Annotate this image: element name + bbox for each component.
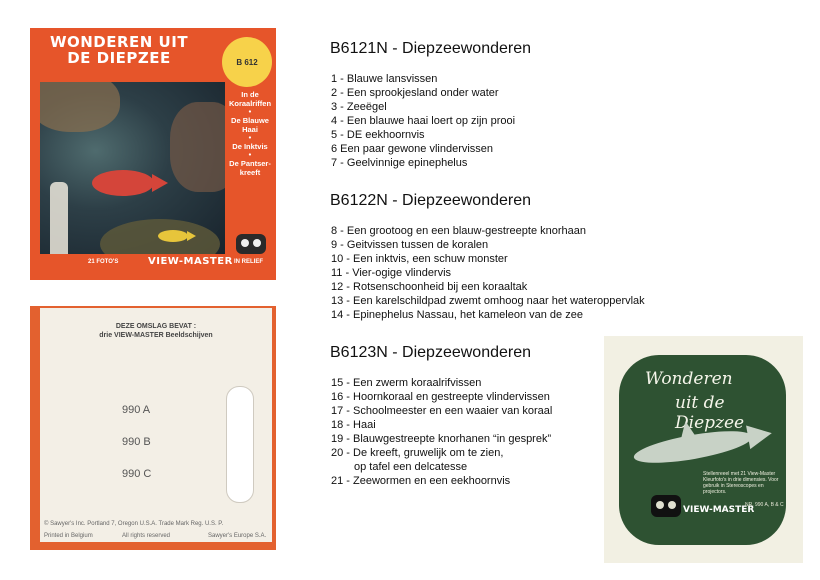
back-cover-panel bbox=[40, 308, 272, 542]
badge: B 612 bbox=[222, 37, 272, 87]
cover-side-list bbox=[226, 90, 274, 177]
back-subheader: drie VIEW-MASTER Beeldschijven bbox=[99, 332, 213, 339]
cover-title-line1: WONDEREN UIT bbox=[49, 33, 189, 51]
scene-item: 12 - Rotsenschoonheid bij een koraaltak bbox=[331, 281, 528, 293]
scene-item: 15 - Een zwerm koraalrifvissen bbox=[331, 377, 482, 389]
scene-item: 7 - Geelvinnige epinephelus bbox=[331, 157, 468, 169]
worn-edge bbox=[50, 182, 68, 254]
envelope-description: Stellenreeel met 21 View-Master Kleurfoto's in drie dimensies. Voor gebruik in Stereoscopes en projectors. bbox=[703, 471, 779, 495]
scene-item: 1 - Blauwe lansvissen bbox=[331, 73, 438, 85]
envelope-artwork bbox=[619, 355, 786, 545]
side-item: De Inktvis bbox=[232, 142, 268, 151]
bullet: • bbox=[248, 133, 252, 142]
scene-item: 20 - De kreeft, gruwelijk om te zien, bbox=[331, 447, 504, 459]
publisher-label: Sawyer's Europe S.A. bbox=[208, 533, 267, 539]
scene-item-continuation: op tafel een delcatesse bbox=[354, 461, 468, 473]
bullet: • bbox=[248, 107, 252, 116]
reel-envelope bbox=[604, 336, 803, 563]
front-cover bbox=[30, 28, 276, 280]
scene-item: 14 - Epinephelus Nassau, het kameleon van de zee bbox=[331, 309, 583, 321]
relief-label: IN RELIEF bbox=[234, 259, 264, 265]
reel-window bbox=[226, 386, 254, 503]
viewmaster-logo: VIEW-MASTER bbox=[148, 256, 233, 267]
reel-code: 990 C bbox=[122, 468, 152, 480]
scene-item: 10 - Een inktvis, een schuw monster bbox=[331, 253, 508, 265]
photo-count: 21 FOTO'S bbox=[88, 259, 119, 265]
reel-title: B6123N - Diepzeewonderen bbox=[330, 344, 532, 361]
printed-label: Printed in Belgium bbox=[44, 533, 93, 539]
side-item: De Pantser-kreeft bbox=[229, 159, 271, 177]
reel-scene-list bbox=[331, 376, 552, 488]
scene-item: 4 - Een blauwe haai loert op zijn prooi bbox=[331, 115, 516, 127]
back-header: DEZE OMSLAG BEVAT : bbox=[115, 323, 197, 330]
yellow-fish-illustration bbox=[158, 230, 188, 242]
viewmaster-logo: VIEW-MASTER bbox=[683, 505, 755, 515]
back-cover bbox=[30, 306, 276, 550]
reel-scene-list bbox=[331, 224, 645, 322]
rights-label: All rights reserved bbox=[122, 533, 171, 539]
cover-title-line2: DE DIEPZEE bbox=[67, 49, 171, 67]
scene-item: 19 - Blauwgestreepte knorhanen “in gesprek” bbox=[331, 433, 552, 445]
scene-item: 2 - Een sprookjesland onder water bbox=[331, 87, 499, 99]
legal-text: © Sawyer's Inc. Portland 7, Oregon U.S.A. Trade Mark Reg. U.S. P. bbox=[44, 521, 224, 527]
bullet: • bbox=[248, 150, 252, 159]
side-item: In de Koraalriffen bbox=[228, 90, 272, 108]
scene-item: 9 - Geitvissen tussen de koralen bbox=[331, 239, 489, 251]
reel-title: B6122N - Diepzeewonderen bbox=[330, 192, 532, 209]
side-item: De Blauwe Haai bbox=[231, 116, 269, 134]
envelope-title-line1: Wonderen bbox=[645, 369, 733, 389]
scene-item: 16 - Hoornkoraal en gestreepte vlindervissen bbox=[331, 391, 550, 403]
red-fish-illustration bbox=[92, 170, 154, 196]
viewmaster-viewer-icon bbox=[651, 495, 681, 517]
scene-item: 3 - Zeeëgel bbox=[331, 101, 387, 113]
coral-shape bbox=[40, 82, 120, 132]
reel-scene-list bbox=[331, 72, 515, 170]
coral-shape bbox=[170, 102, 225, 192]
scene-item: 17 - Schoolmeester en een waaier van koraal bbox=[331, 405, 553, 417]
scene-item: 13 - Een karelschildpad zwemt omhoog naar het wateroppervlak bbox=[331, 295, 645, 307]
viewmaster-viewer-icon bbox=[236, 234, 266, 254]
scene-item: 21 - Zeewormen en een eekhoornvis bbox=[331, 475, 511, 487]
scene-item: 8 - Een grootoog en een blauw-gestreepte knorhaan bbox=[331, 225, 587, 237]
scene-item: 6 Een paar gewone vlindervissen bbox=[331, 143, 494, 155]
reel-code: 990 B bbox=[122, 436, 151, 448]
envelope-number: NR. 990 A, B & C bbox=[745, 502, 784, 508]
cover-title bbox=[40, 34, 198, 66]
scene-item: 5 - DE eekhoornvis bbox=[331, 129, 425, 141]
envelope-title-line2: uit de Diepzee bbox=[675, 393, 745, 433]
reel-code: 990 A bbox=[122, 404, 151, 416]
scene-item: 11 - Vier-ogige vlindervis bbox=[331, 267, 452, 279]
scene-item: 18 - Haai bbox=[331, 419, 376, 431]
reel-title: B6121N - Diepzeewonderen bbox=[330, 40, 532, 57]
cover-photo bbox=[40, 82, 225, 254]
